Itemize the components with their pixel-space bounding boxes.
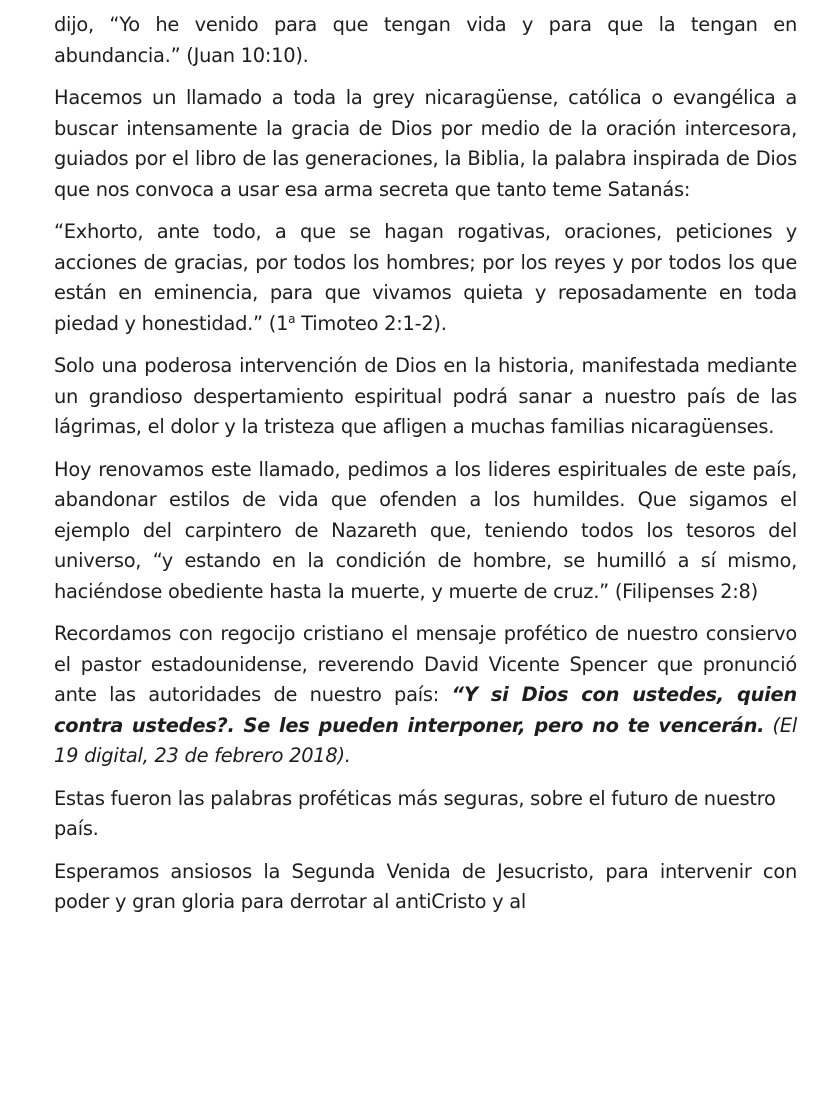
paragraph-call-to-prayer: Hacemos un llamado a toda la grey nicaragüense, católica o evangélica a buscar intensamente la gracia de Dios por medio de la oración intercesora, guiados por el libro de las generaciones, la Biblia, la palabra inspirada de Dios que nos convoca a usar esa arma secreta que tanto teme Satanás: <box>54 86 797 201</box>
document-page <box>54 10 797 930</box>
paragraph-prophetic-message <box>54 619 797 772</box>
paragraph-juan-quote: dijo, “Yo he venido para que tengan vida y para que la tengan en abundancia.” (Juan 10:10). <box>54 13 797 67</box>
paragraph-prophetic-words: Estas fueron las palabras proféticas más seguras, sobre el futuro de nuestro país. <box>54 786 776 840</box>
paragraph-second-coming: Esperamos ansiosos la Segunda Venida de Jesucristo, para intervenir con poder y gran gloria para derrotar al antiCristo y al <box>54 859 797 913</box>
paragraph-intervention: Solo una poderosa intervención de Dios en la historia, manifestada mediante un grandioso despertamiento espiritual podrá sanar a nuestro país de las lágrimas, el dolor y la tristeza que afligen a muchas familias nicaragüenses. <box>54 354 797 438</box>
paragraph-renewal-call: Hoy renovamos este llamado, pedimos a los lideres espirituales de este país, abandonar estilos de vida que ofenden a los humildes. Que sigamos el ejemplo del carpintero de Nazareth que, teniendo todos los tesoros del universo, “y estando en la condición de hombre, se humilló a sí mismo, haciéndose obediente hasta la muerte, y muerte de cruz.” (Filipenses 2:8) <box>54 457 797 603</box>
prophetic-message-intro: Recordamos con regocijo cristiano el mensaje profético de nuestro consiervo el pastor estadounidense, reverendo David Vicente Spencer que pronunció ante las autoridades de nuestro país: <box>54 622 797 706</box>
paragraph-timoteo-quote <box>54 217 797 339</box>
timoteo-quote-text: “Exhorto, ante todo, a que se hagan rogativas, oraciones, peticiones y acciones de gracias, por todos los hombres; por los reyes y por todos los que están en eminencia, para que vivamos quieta y reposadamente en toda piedad y honestidad.” (1 <box>54 220 797 335</box>
prophetic-quote: “Y si Dios con ustedes, quien contra ustedes?. Se les pueden interponer, pero no te vencerán. <box>54 683 797 737</box>
prophetic-source: (El 19 digital, 23 de febrero 2018). <box>54 713 797 767</box>
ordinal-superscript: a <box>288 311 296 326</box>
timoteo-quote-reference: Timoteo 2:1-2). <box>295 311 447 335</box>
